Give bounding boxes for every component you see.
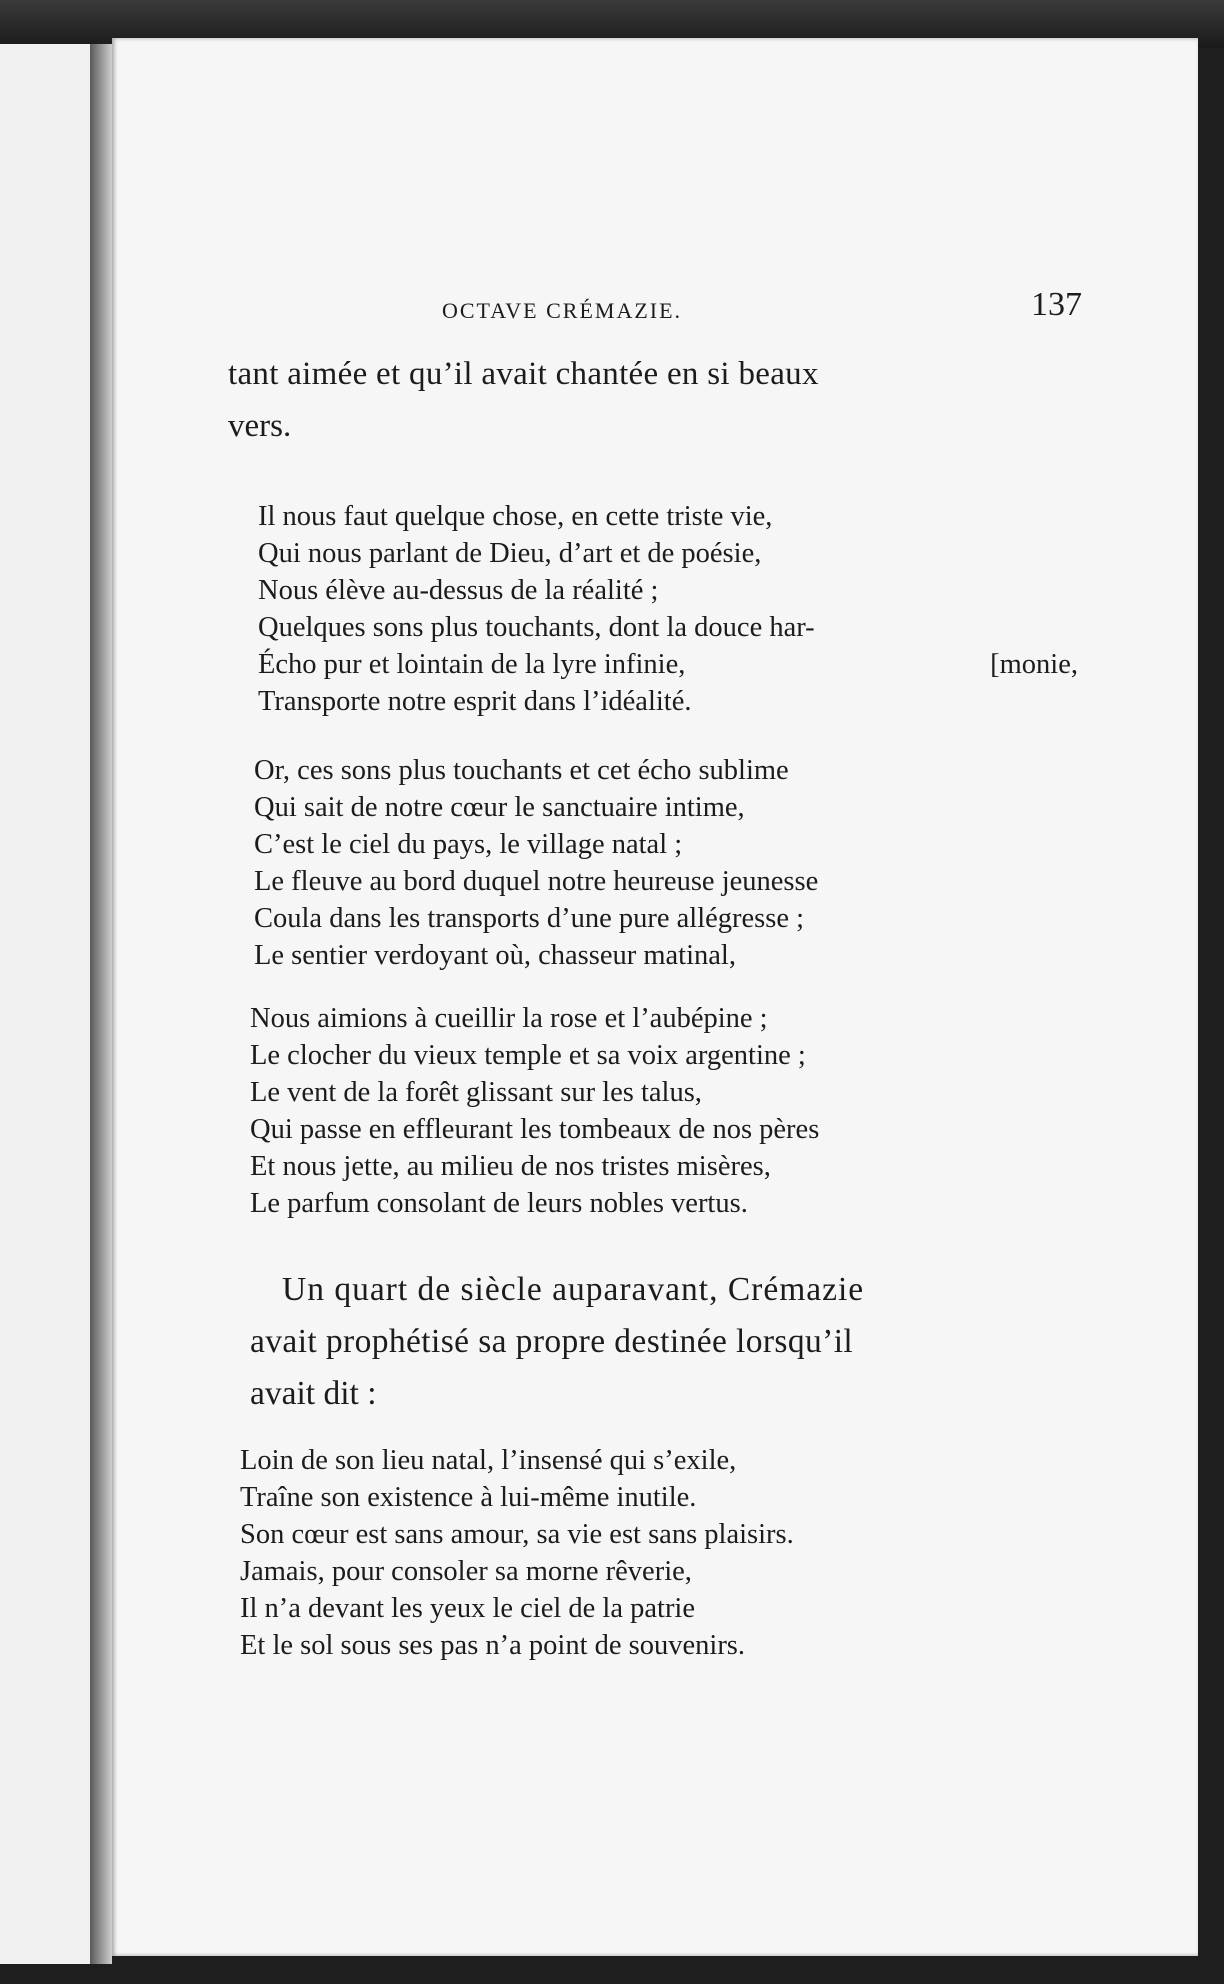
paragraph-line: vers. (228, 408, 292, 444)
poem-2 (240, 1442, 1080, 1664)
verse-line: Qui sait de notre cœur le sanctuaire intime, (254, 792, 745, 823)
paragraph-line: tant aimée et qu’il avait chantée en si beaux (228, 356, 819, 392)
verse-line: Nous aimions à cueillir la rose et l’aubépine ; (250, 1003, 768, 1034)
verse-line: Transporte notre esprit dans l’idéalité. (258, 686, 692, 717)
verse-line: Jamais, pour consoler sa morne rêverie, (240, 1556, 692, 1587)
running-head (442, 286, 1082, 336)
verse-line-text: Écho pur et lointain de la lyre infinie, (258, 649, 686, 680)
book-gutter (90, 44, 112, 1964)
verse-line: Le sentier verdoyant où, chasseur matinal, (254, 940, 736, 971)
verse-line: Qui nous parlant de Dieu, d’art et de poésie, (258, 538, 762, 569)
verse-line (258, 646, 1078, 683)
verse-line: Il nous faut quelque chose, en cette triste vie, (258, 501, 773, 532)
verse-overflow: [monie, (990, 649, 1078, 680)
verse-line: Le parfum consolant de leurs nobles vertus. (250, 1188, 748, 1219)
verse-line: Son cœur est sans amour, sa vie est sans plaisirs. (240, 1519, 794, 1550)
verse-line: Loin de son lieu natal, l’insensé qui s’exile, (240, 1445, 737, 1476)
verse-line: Traîne son existence à lui-même inutile. (240, 1482, 697, 1513)
paragraph-line: Un quart de siècle auparavant, Crémazie (282, 1271, 865, 1308)
verse-line: Il n’a devant les yeux le ciel de la patrie (240, 1593, 695, 1624)
paragraph-line: avait dit : (250, 1375, 377, 1412)
verse-line: Le vent de la forêt glissant sur les talus, (250, 1077, 702, 1108)
running-title: OCTAVE CRÉMAZIE. (442, 298, 683, 323)
poem-stanza-3 (250, 1000, 1070, 1222)
verse-line: Le clocher du vieux temple et sa voix argentine ; (250, 1040, 806, 1071)
verse-line: Qui passe en effleurant les tombeaux de nos pères (250, 1114, 820, 1145)
paragraph-middle (250, 1264, 1080, 1420)
verse-line: Et le sol sous ses pas n’a point de souvenirs. (240, 1630, 746, 1661)
verse-line: Le fleuve au bord duquel notre heureuse jeunesse (254, 866, 819, 897)
verse-line: Or, ces sons plus touchants et cet écho sublime (254, 755, 789, 786)
verse-line: Quelques sons plus touchants, dont la douce har- (258, 612, 815, 643)
paragraph-top (228, 348, 1088, 452)
verse-line: C’est le ciel du pays, le village natal ; (254, 829, 683, 860)
verse-line: Et nous jette, au milieu de nos tristes misères, (250, 1151, 771, 1182)
poem-stanza-1 (258, 498, 1078, 720)
page-sheet (112, 38, 1198, 1956)
verse-line: Nous élève au-dessus de la réalité ; (258, 575, 659, 606)
verse-line: Coula dans les transports d’une pure allégresse ; (254, 903, 805, 934)
paragraph-line: avait prophétisé sa propre destinée lorsqu’il (250, 1323, 854, 1360)
poem-stanza-2 (254, 752, 1074, 974)
page-number: 137 (1031, 286, 1082, 323)
facing-page-edge (0, 44, 99, 1964)
